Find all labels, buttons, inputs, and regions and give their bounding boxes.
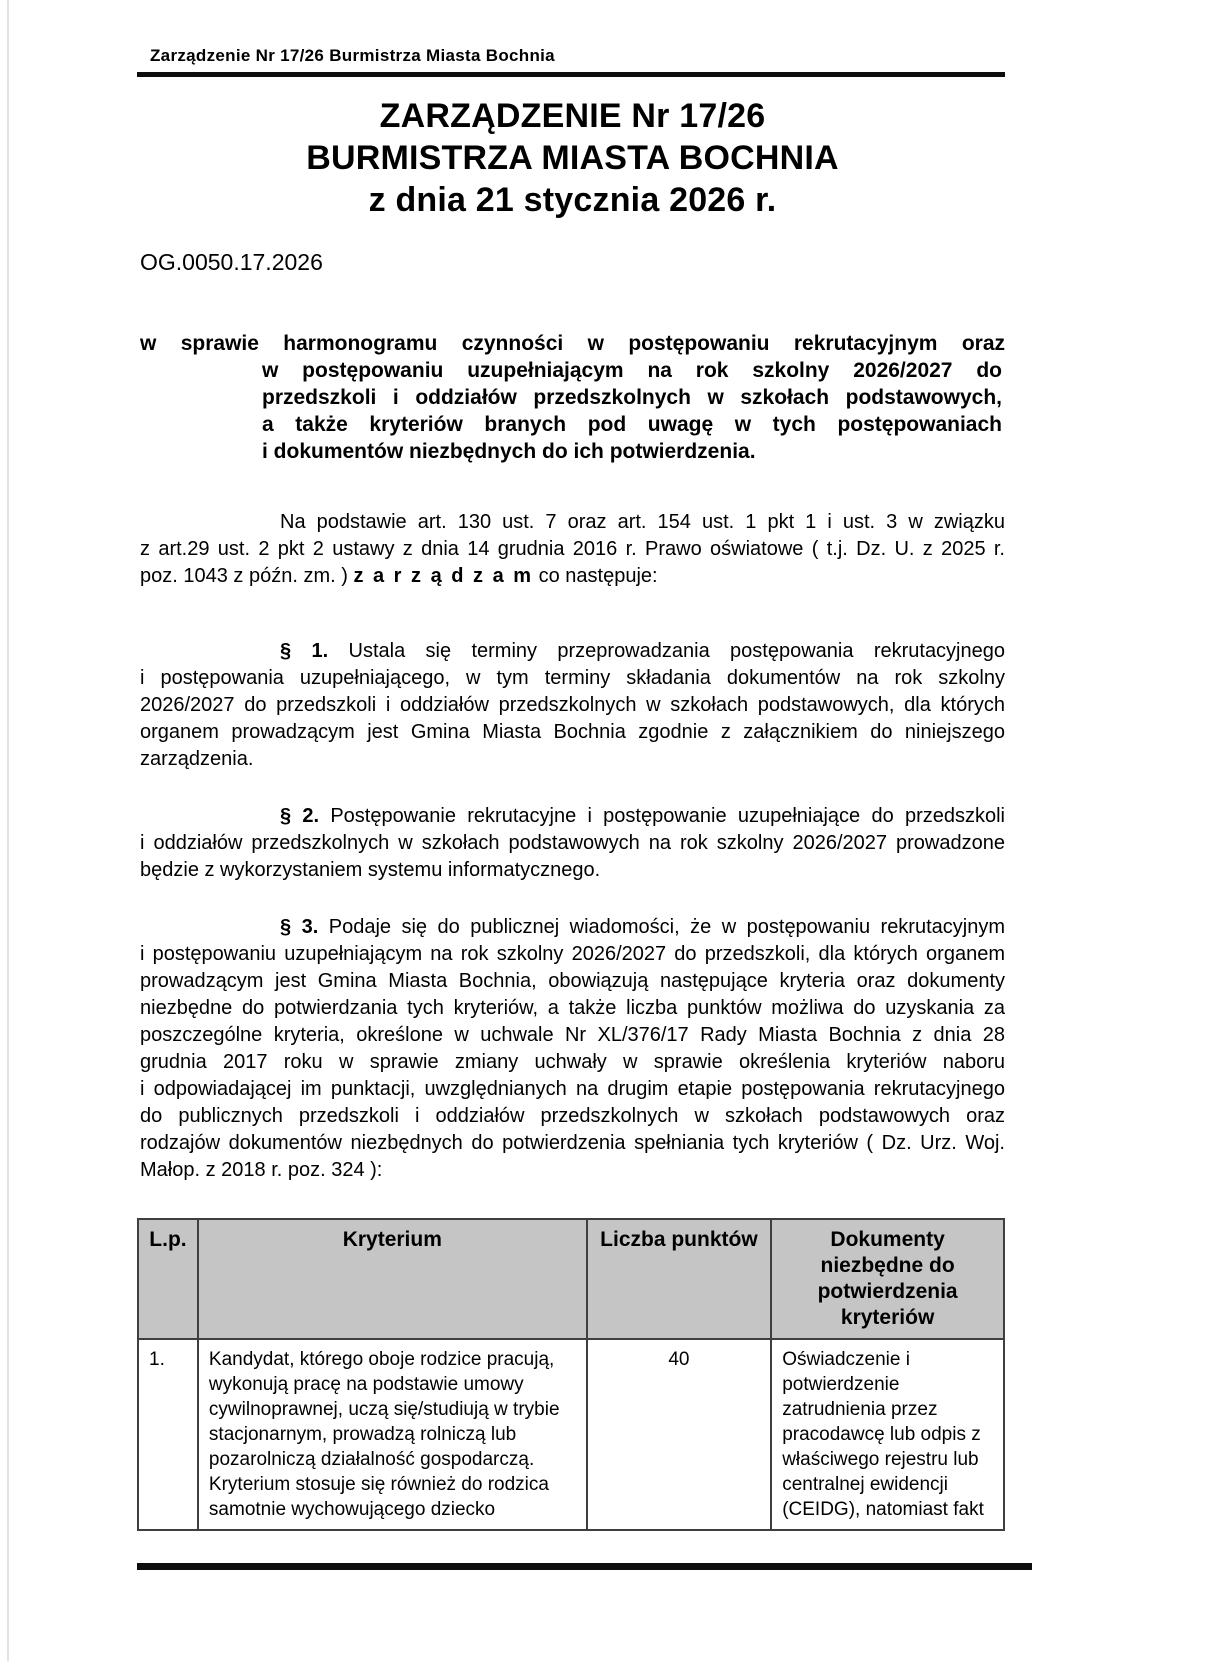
criteria-table-head bbox=[138, 1219, 1004, 1339]
body-text: organem prowadzącym jest Gmina Miasta Bochnia zgodnie z załącznikiem do niniejszego bbox=[140, 721, 1005, 743]
text-line bbox=[140, 719, 1005, 746]
body-text: Postępowanie rekrutacyjne i postępowanie uzupełniające do przedszkoli bbox=[319, 805, 1006, 827]
body-text: w postępowaniu uzupełniającym na rok szkolny 2026/2027 do bbox=[262, 359, 1002, 382]
text-line bbox=[140, 803, 1005, 830]
text-line bbox=[140, 941, 1005, 968]
text-line bbox=[140, 509, 1005, 536]
body-text: a także kryteriów branych pod uwagę w tych postępowaniach bbox=[262, 413, 1002, 436]
paragraph-subject bbox=[140, 330, 1005, 465]
text-line bbox=[140, 914, 1005, 941]
col-header-docs: Dokumenty niezbędne do potwierdzenia kryteriów bbox=[771, 1219, 1004, 1339]
text-line bbox=[140, 1103, 1005, 1130]
text-line bbox=[140, 1049, 1005, 1076]
cell-criterion: Kandydat, którego oboje rodzice pracują, wykonują pracę na podstawie umowy cywilnoprawnej, uczą się/studiują w trybie stacjonarnym, prowadzą rolniczą lub pozarolniczą działalność gospodarczą. Kryterium stosuje się również do rodzica samotnie wychowującego dziecko bbox=[198, 1339, 587, 1530]
text-line bbox=[140, 830, 1005, 857]
document-title bbox=[140, 95, 1005, 221]
body-text: z art.29 ust. 2 pkt 2 ustawy z dnia 14 grudnia 2016 r. Prawo oświatowe ( t.j. Dz. U. z 2025 r. bbox=[140, 538, 1005, 560]
footer-rule bbox=[137, 1563, 1032, 1570]
cell-documents: Oświadczenie i potwierdzenie zatrudnienia przez pracodawcę lub odpis z właściwego rejestru lub centralnej ewidencji (CEIDG), natomiast fakt bbox=[771, 1339, 1004, 1530]
text-line bbox=[140, 968, 1005, 995]
body-text: prowadzącym jest Gmina Miasta Bochnia, obowiązują następujące kryteria oraz dokumenty bbox=[140, 970, 1005, 992]
body-text: Ustala się terminy przeprowadzania postępowania rekrutacyjnego bbox=[328, 640, 1005, 662]
body-text: 2026/2027 do przedszkoli i oddziałów przedszkolnych w szkołach podstawowych, dla których bbox=[140, 694, 1005, 716]
title-line-3: z dnia 21 stycznia 2026 r. bbox=[368, 181, 777, 219]
body-text: i postępowania uzupełniającego, w tym terminy składania dokumentów na rok szkolny bbox=[140, 667, 1005, 689]
body-text: będzie z wykorzystaniem systemu informatycznego. bbox=[140, 859, 601, 881]
running-header-text: Zarządzenie Nr 17/26 Burmistrza Miasta Bochnia bbox=[150, 46, 555, 65]
body-text: Małop. z 2018 r. poz. 324 ): bbox=[140, 1159, 383, 1181]
body-text: co następuje: bbox=[533, 565, 658, 587]
col-header-kryt: Kryterium bbox=[198, 1219, 587, 1339]
text-line bbox=[140, 1022, 1005, 1049]
col-header-pkt: Liczba punktów bbox=[587, 1219, 772, 1339]
text-line bbox=[140, 1076, 1005, 1103]
text-line bbox=[262, 384, 1002, 411]
cell-points: 40 bbox=[587, 1339, 772, 1530]
body-text: przedszkoli i oddziałów przedszkolnych w szkołach podstawowych, bbox=[262, 386, 1002, 409]
paragraph-par-1 bbox=[140, 638, 1005, 773]
text-line bbox=[262, 411, 1002, 438]
body-text: rodzajów dokumentów niezbędnych do potwierdzenia spełniania tych kryteriów ( Dz. Urz. Woj. bbox=[140, 1132, 1005, 1154]
table-row bbox=[138, 1339, 1004, 1530]
text-line bbox=[140, 746, 1005, 773]
text-line bbox=[140, 692, 1005, 719]
text-line bbox=[140, 638, 1005, 665]
text-line bbox=[140, 995, 1005, 1022]
text-line bbox=[140, 1130, 1005, 1157]
text-line bbox=[262, 357, 1002, 384]
paragraphs bbox=[140, 330, 1005, 1184]
body-text: niezbędne do potwierdzania tych kryteriów, a także liczba punktów możliwa do uzyskania za bbox=[140, 997, 1005, 1019]
text-line bbox=[140, 330, 1005, 357]
case-number: OG.0050.17.2026 bbox=[140, 249, 323, 275]
cell-lp: 1. bbox=[138, 1339, 198, 1530]
body-text: do publicznych przedszkoli i oddziałów przedszkolnych w szkołach podstawowych oraz bbox=[140, 1105, 1005, 1127]
body-text: i dokumentów niezbędnych do ich potwierdzenia. bbox=[262, 440, 756, 463]
text-line bbox=[140, 857, 1005, 884]
body-text: i oddziałów przedszkolnych w szkołach podstawowych na rok szkolny 2026/2027 prowadzone bbox=[140, 832, 1005, 854]
col-header-lp: L.p. bbox=[138, 1219, 198, 1339]
criteria-table bbox=[137, 1218, 1005, 1531]
body-text: Na podstawie art. 130 ust. 7 oraz art. 154 ust. 1 pkt 1 i ust. 3 w związku bbox=[280, 511, 1005, 533]
body-text: i postępowaniu uzupełniającym na rok szkolny 2026/2027 do przedszkoli, dla których organem bbox=[140, 943, 1005, 965]
title-line-1: ZARZĄDZENIE Nr 17/26 bbox=[379, 97, 766, 135]
running-header bbox=[137, 46, 1005, 77]
paragraph-legal-basis bbox=[140, 509, 1005, 590]
paragraph-par-2 bbox=[140, 803, 1005, 884]
document-content bbox=[140, 46, 1005, 1570]
body-text: poz. 1043 z późn. zm. ) bbox=[140, 565, 354, 587]
title-line-2: BURMISTRZA MIASTA BOCHNIA bbox=[306, 139, 839, 177]
text-line bbox=[140, 563, 1005, 590]
body-text: grudnia 2017 roku w sprawie zmiany uchwały w sprawie określenia kryteriów naboru bbox=[140, 1051, 1005, 1073]
body-text: Podaje się do publicznej wiadomości, że w postępowaniu rekrutacyjnym bbox=[318, 916, 1006, 938]
emphasis-text: z a r z ą d z a m bbox=[353, 565, 534, 587]
text-line bbox=[140, 1157, 1005, 1184]
body-text: w sprawie harmonogramu czynności w postępowaniu rekrutacyjnym oraz bbox=[140, 332, 1005, 355]
paragraph-par-3 bbox=[140, 914, 1005, 1184]
text-line bbox=[140, 665, 1005, 692]
table-header-row bbox=[138, 1219, 1004, 1339]
body-text: poszczególne kryteria, określone w uchwale Nr XL/376/17 Rady Miasta Bochnia z dnia 28 bbox=[140, 1024, 1005, 1046]
criteria-table-body bbox=[138, 1339, 1004, 1530]
text-line bbox=[140, 536, 1005, 563]
scan-edge-line bbox=[7, 0, 9, 1661]
emphasis-text: § 1. bbox=[280, 640, 329, 662]
body-text: i odpowiadającej im punktacji, uwzględnianych na drugim etapie postępowania rekrutacyjnego bbox=[140, 1078, 1005, 1100]
emphasis-text: § 2. bbox=[280, 805, 320, 827]
body-text: zarządzenia. bbox=[140, 748, 254, 770]
text-line bbox=[262, 438, 1002, 465]
emphasis-text: § 3. bbox=[280, 916, 319, 938]
